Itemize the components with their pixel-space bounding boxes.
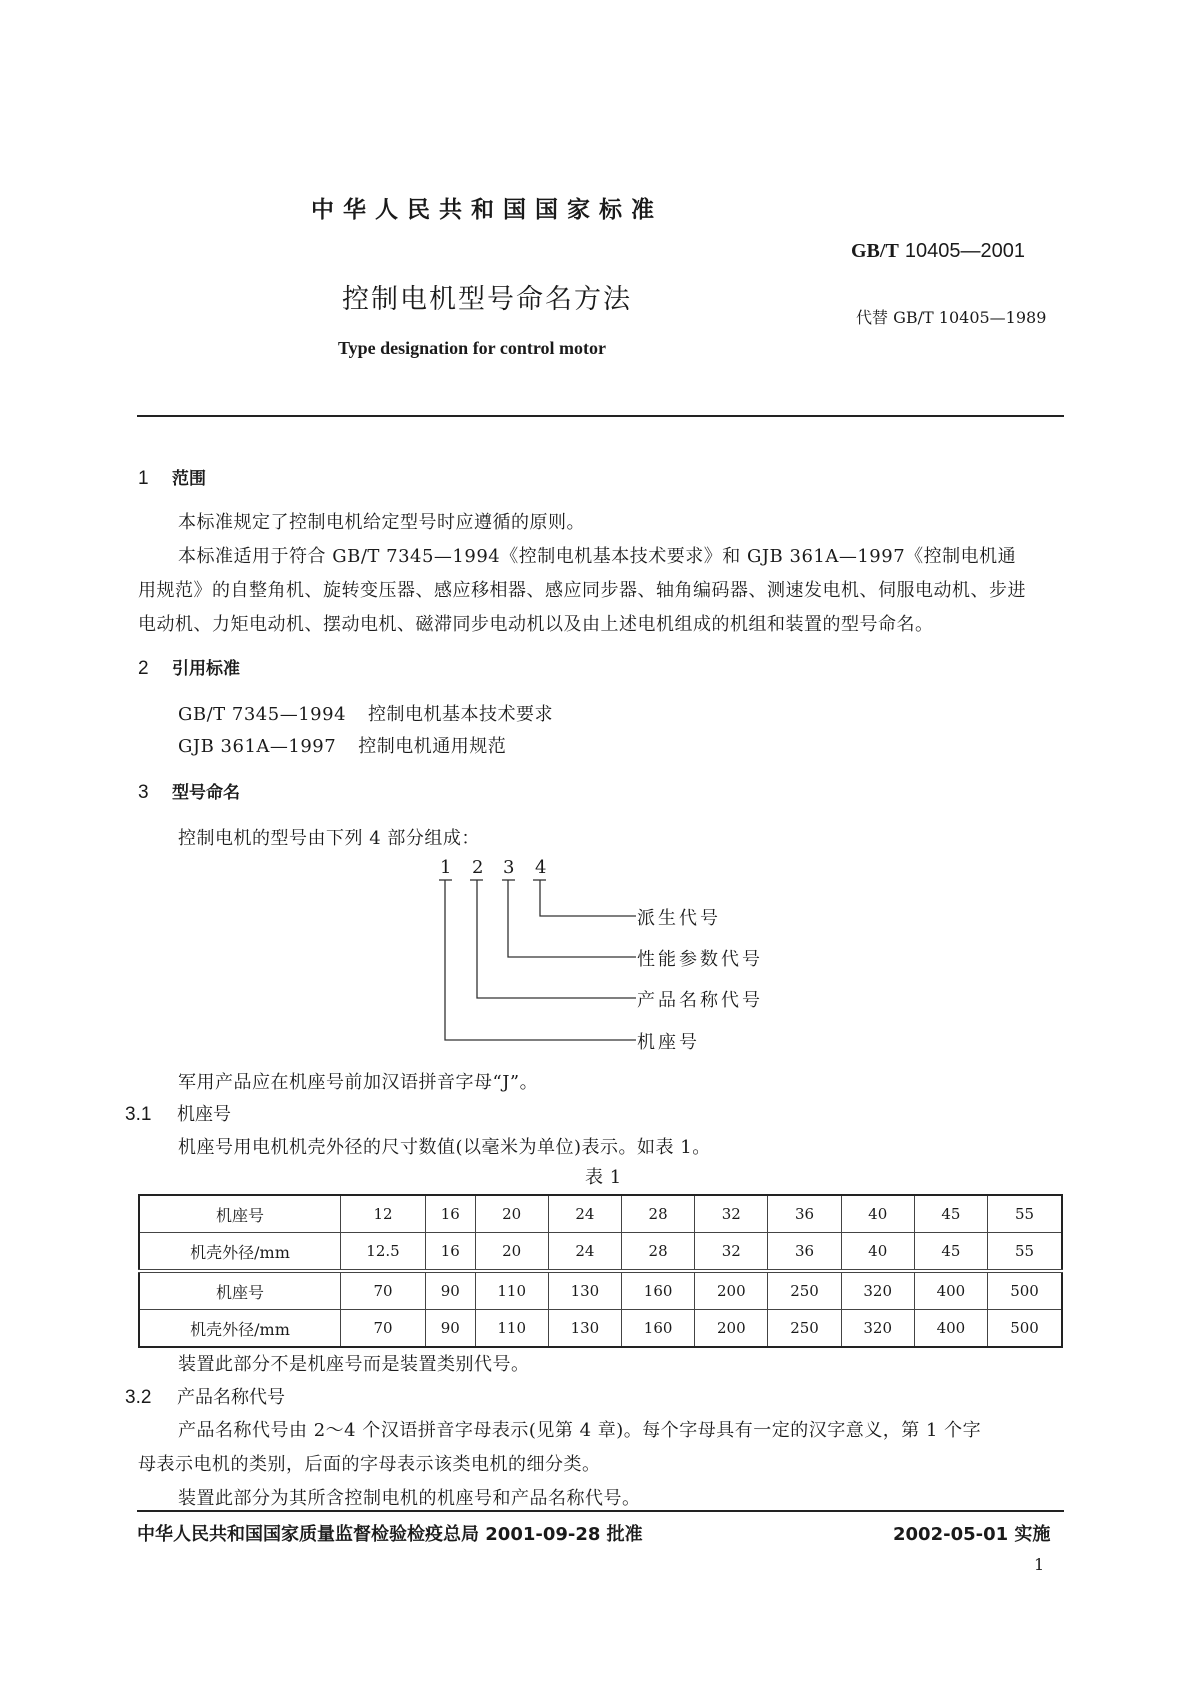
table-cell: 32 xyxy=(695,1233,768,1272)
section-3-2-paragraph-1-line-2: 母表示电机的类别，后面的字母表示该类电机的细分类。 xyxy=(138,1454,601,1475)
diagram-digit-3: 3 xyxy=(503,857,515,878)
section-3-2-paragraph-1-line-1: 产品名称代号由 2～4 个汉语拼音字母表示(见第 4 章)。每个字母具有一定的汉字意义，第 1 个字 xyxy=(178,1420,982,1441)
section-3-intro: 控制电机的型号由下列 4 部分组成： xyxy=(178,828,480,849)
reference-name: 控制电机通用规范 xyxy=(358,736,507,757)
document-title-cn: 控制电机型号命名方法 xyxy=(342,284,632,315)
table-cell: 12 xyxy=(341,1195,426,1233)
table-row xyxy=(139,1310,1062,1348)
section-title: 机座号 xyxy=(177,1104,231,1125)
table-cell: 320 xyxy=(841,1271,914,1310)
diagram-label-performance-code: 性能参数代号 xyxy=(637,949,763,970)
section-title: 产品名称代号 xyxy=(177,1387,285,1408)
section-3-1-paragraph: 机座号用电机机壳外径的尺寸数值(以毫米为单位)表示。如表 1。 xyxy=(178,1137,711,1158)
section-number: 3.2 xyxy=(125,1387,152,1408)
table-cell: 110 xyxy=(475,1271,548,1310)
diagram-label-frame-number: 机座号 xyxy=(637,1032,700,1053)
section-number: 1 xyxy=(138,468,149,489)
table-cell: 24 xyxy=(548,1195,621,1233)
row-header: 机壳外径/mm xyxy=(139,1233,341,1272)
table-cell: 320 xyxy=(841,1310,914,1348)
table-cell: 200 xyxy=(695,1310,768,1348)
approval-statement: 中华人民共和国国家质量监督检验检疫总局 2001-09-28 批准 xyxy=(137,1524,643,1545)
table-1-frame-sizes xyxy=(138,1194,1063,1348)
section-title: 型号命名 xyxy=(172,783,240,803)
military-note: 军用产品应在机座号前加汉语拼音字母“J”。 xyxy=(178,1072,539,1093)
section-3-1-note: 装置此部分不是机座号而是装置类别代号。 xyxy=(178,1354,530,1375)
table-cell: 70 xyxy=(341,1310,426,1348)
table-cell: 36 xyxy=(768,1233,841,1272)
section-1-paragraph-2-line-2: 用规范》的自整角机、旋转变压器、感应移相器、感应同步器、轴角编码器、测速发电机、伺服电动机、步进 xyxy=(138,580,1026,601)
table-cell: 55 xyxy=(988,1233,1062,1272)
section-1-paragraph-2-line-3: 电动机、力矩电动机、摆动电机、磁滞同步电动机以及由上述电机组成的机组和装置的型号命名。 xyxy=(138,614,934,635)
table-cell: 70 xyxy=(341,1271,426,1310)
table-cell: 16 xyxy=(425,1195,475,1233)
section-1-paragraph-2-line-1: 本标准适用于符合 GB/T 7345—1994《控制电机基本技术要求》和 GJB 361A—1997《控制电机通 xyxy=(178,546,1017,567)
section-3-2-heading xyxy=(125,1383,285,1409)
section-number: 2 xyxy=(138,658,149,679)
table-cell: 40 xyxy=(841,1195,914,1233)
section-3-1-heading xyxy=(125,1100,231,1126)
row-header: 机壳外径/mm xyxy=(139,1310,341,1348)
table-cell: 20 xyxy=(475,1233,548,1272)
diagram-digit-2: 2 xyxy=(472,857,484,878)
table-cell: 500 xyxy=(988,1271,1062,1310)
table-row xyxy=(139,1271,1062,1310)
table-cell: 110 xyxy=(475,1310,548,1348)
table-row xyxy=(139,1233,1062,1272)
diagram-label-derivative-code: 派生代号 xyxy=(637,908,721,929)
table-cell: 250 xyxy=(768,1271,841,1310)
table-cell: 32 xyxy=(695,1195,768,1233)
table-cell: 500 xyxy=(988,1310,1062,1348)
table-cell: 90 xyxy=(425,1310,475,1348)
diagram-digit-1: 1 xyxy=(440,857,452,878)
table-cell: 12.5 xyxy=(341,1233,426,1272)
effective-date: 2002-05-01 实施 xyxy=(893,1524,1051,1545)
row-header: 机座号 xyxy=(139,1271,341,1310)
standard-code-prefix: GB/T xyxy=(851,240,899,262)
section-1-paragraph-1: 本标准规定了控制电机给定型号时应遵循的原则。 xyxy=(178,512,585,533)
section-title: 引用标准 xyxy=(172,659,240,679)
table-cell: 250 xyxy=(768,1310,841,1348)
diagram-digit-4: 4 xyxy=(535,857,547,878)
table-cell: 130 xyxy=(548,1310,621,1348)
table-cell: 90 xyxy=(425,1271,475,1310)
reference-name: 控制电机基本技术要求 xyxy=(368,704,554,725)
table-1-caption: 表 1 xyxy=(585,1167,622,1188)
table-row xyxy=(139,1195,1062,1233)
table-cell: 28 xyxy=(622,1195,695,1233)
table-cell: 45 xyxy=(914,1233,987,1272)
table-cell: 55 xyxy=(988,1195,1062,1233)
table-cell: 24 xyxy=(548,1233,621,1272)
section-3-2-paragraph-2: 装置此部分为其所含控制电机的机座号和产品名称代号。 xyxy=(178,1488,641,1509)
footer-divider xyxy=(137,1510,1064,1512)
section-title: 范围 xyxy=(172,469,206,489)
diagram-label-product-name-code: 产品名称代号 xyxy=(637,990,763,1011)
table-cell: 45 xyxy=(914,1195,987,1233)
table-cell: 200 xyxy=(695,1271,768,1310)
table-cell: 40 xyxy=(841,1233,914,1272)
table-cell: 400 xyxy=(914,1271,987,1310)
section-number: 3.1 xyxy=(125,1104,152,1125)
table-cell: 160 xyxy=(622,1310,695,1348)
table-cell: 130 xyxy=(548,1271,621,1310)
standard-code-number: 10405—2001 xyxy=(904,240,1025,262)
national-standard-heading: 中华人民共和国国家标准 xyxy=(311,197,663,223)
section-number: 3 xyxy=(138,782,149,803)
page-number: 1 xyxy=(1034,1555,1045,1574)
document-title-en: Type designation for control motor xyxy=(338,338,606,358)
table-cell: 16 xyxy=(425,1233,475,1272)
table-cell: 36 xyxy=(768,1195,841,1233)
reference-code: GB/T 7345—1994 xyxy=(178,704,347,725)
table-cell: 20 xyxy=(475,1195,548,1233)
table-cell: 400 xyxy=(914,1310,987,1348)
row-header: 机座号 xyxy=(139,1195,341,1233)
replaces-standard: 代替 GB/T 10405—1989 xyxy=(856,308,1047,327)
table-cell: 28 xyxy=(622,1233,695,1272)
table-cell: 160 xyxy=(622,1271,695,1310)
reference-code: GJB 361A—1997 xyxy=(178,736,337,757)
